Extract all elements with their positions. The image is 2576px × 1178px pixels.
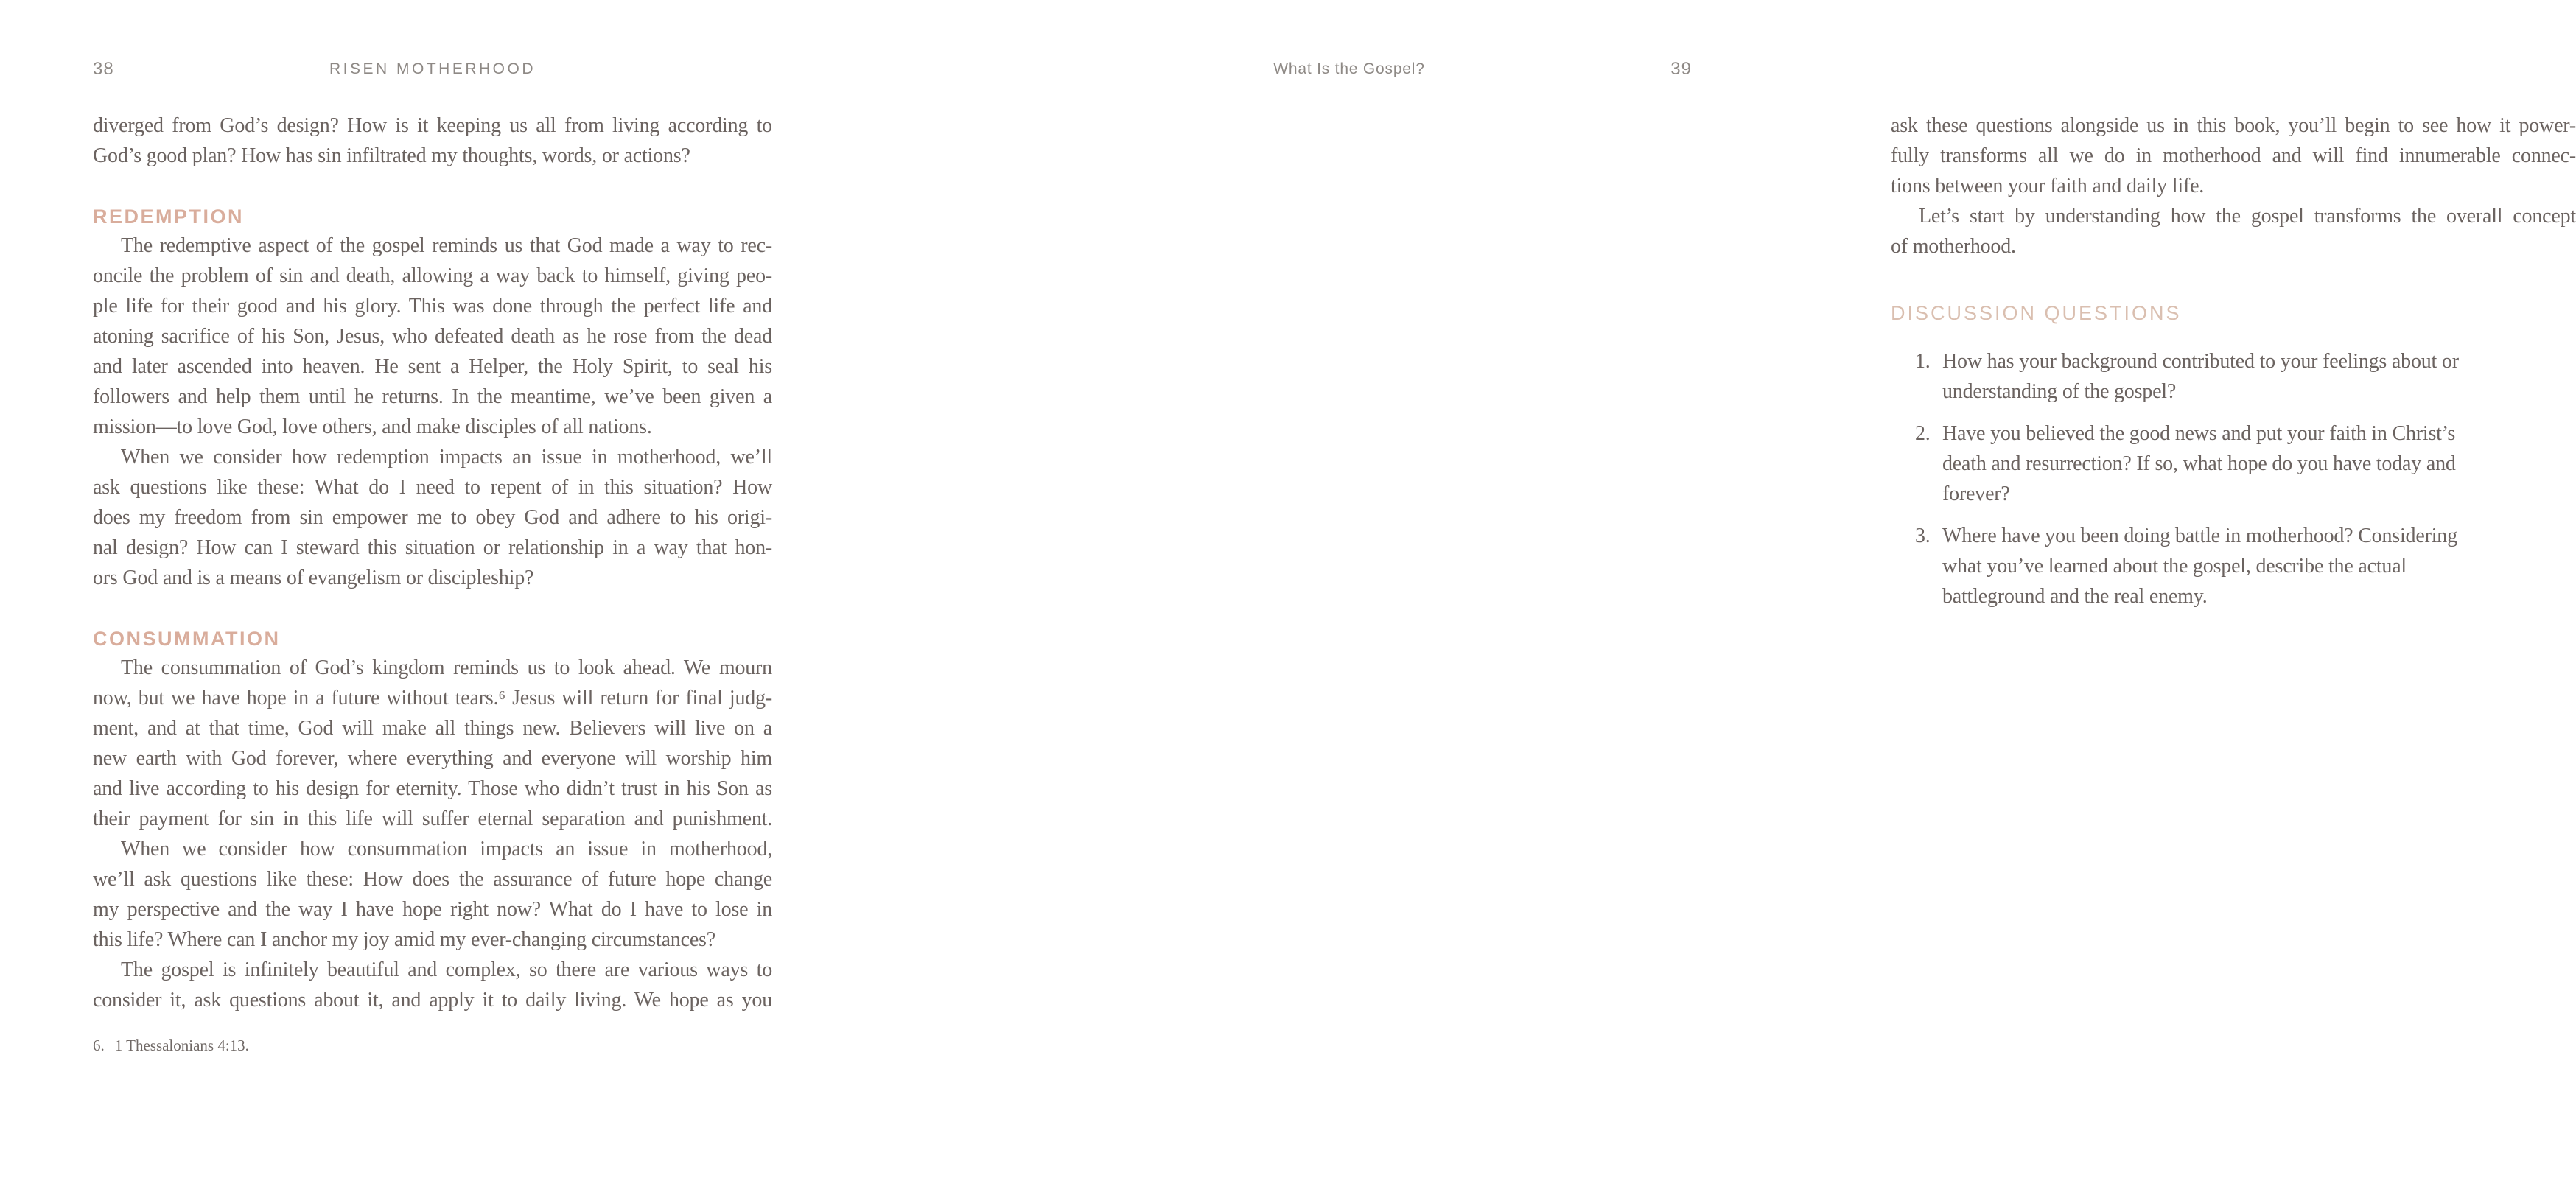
text-line: this life? Where can I anchor my joy amid my ever-changing circumstances?	[93, 928, 715, 951]
question-number: 3.	[1915, 525, 1931, 547]
text-line: Let’s start by understanding how the gospel transforms the overall concept	[1919, 205, 2576, 228]
running-head-left: RISEN MOTHERHOOD	[329, 60, 536, 77]
text-line: How has your background contributed to your feelings about or	[1942, 350, 2459, 373]
section-heading: CONSUMMATION	[93, 628, 281, 650]
text-line: new earth with God forever, where everything and everyone will worship him	[93, 747, 772, 770]
question-number: 2.	[1915, 422, 1931, 445]
text-line: The consummation of God’s kingdom reminds us to look ahead. We mourn	[121, 656, 772, 679]
text-line: death and resurrection? If so, what hope do you have today and	[1942, 452, 2456, 475]
text-line: and live according to his design for eternity. Those who didn’t trust in his Son as	[93, 777, 772, 800]
paragraph	[93, 653, 772, 834]
text-line: The redemptive aspect of the gospel reminds us that God made a way to rec-	[121, 234, 772, 257]
text-line: does my freedom from sin empower me to obey God and adhere to his origi-	[93, 506, 772, 529]
text-line: tions between your faith and daily life.	[1891, 175, 2205, 197]
text-line: God’s good plan? How has sin infiltrated my thoughts, words, or actions?	[93, 144, 690, 167]
text-line: nal design? How can I steward this situation or relationship in a way that hon-	[93, 536, 772, 559]
text-line: mission—to love God, love others, and make disciples of all nations.	[93, 416, 652, 438]
text-line: Where have you been doing battle in motherhood? Considering	[1942, 525, 2457, 547]
discussion-question	[1891, 346, 2576, 407]
paragraph	[93, 834, 772, 955]
text-line: their payment for sin in this life will suffer eternal separation and punishment.	[93, 807, 772, 830]
paragraph	[93, 111, 772, 171]
question-number: 1.	[1915, 350, 1931, 373]
paragraph	[93, 955, 772, 1015]
text-line: understanding of the gospel?	[1942, 380, 2177, 403]
footnote-text: 1 Thessalonians 4:13.	[114, 1037, 249, 1054]
text-line: diverged from God’s design? How is it keeping us all from living according to	[93, 114, 772, 137]
right-running-head-row	[1007, 59, 1692, 83]
text-line: ask questions like these: What do I need to repent of in this situation? How	[93, 476, 772, 499]
text-line: oncile the problem of sin and death, allowing a way back to himself, giving peo-	[93, 264, 772, 287]
left-page-body-text	[93, 111, 772, 1015]
text-line: forever?	[1942, 483, 2010, 505]
paragraph	[93, 231, 772, 442]
text-line: atoning sacrifice of his Son, Jesus, who defeated death as he rose from the dead	[93, 325, 772, 348]
left-running-head-row	[93, 59, 772, 83]
discussion-question	[1891, 521, 2576, 611]
page-number-left: 38	[93, 59, 114, 79]
text-line: followers and help them until he returns. In the meantime, we’ve been given a	[93, 385, 772, 408]
paragraph	[93, 442, 772, 593]
footnote	[93, 1026, 772, 1055]
page-number-right: 39	[1670, 59, 1692, 79]
section-heading: DISCUSSION QUESTIONS	[1891, 302, 2182, 324]
text-line: what you’ve learned about the gospel, describe the actual	[1942, 555, 2407, 578]
text-line: ple life for their good and his glory. This was done through the perfect life and	[93, 295, 772, 318]
paragraph	[1891, 111, 2576, 201]
text-line: consider it, ask questions about it, and apply it to daily living. We hope as you	[93, 989, 772, 1012]
text-line: ask these questions alongside us in this book, you’ll begin to see how it power-	[1891, 114, 2576, 137]
text-line: ors God and is a means of evangelism or discipleship?	[93, 567, 534, 589]
text-line: my perspective and the way I have hope right now? What do I have to lose in	[93, 898, 772, 921]
footnote-number: 6.	[93, 1037, 105, 1054]
text-line: The gospel is infinitely beautiful and complex, so there are various ways to	[121, 958, 772, 981]
discussion-question-list	[1891, 346, 2576, 611]
book-page-left	[0, 0, 883, 1178]
text-line: ment, and at that time, God will make all things new. Believers will live on a	[93, 717, 772, 740]
paragraph	[1891, 201, 2576, 262]
text-line: of motherhood.	[1891, 235, 2016, 258]
text-line: fully transforms all we do in motherhood and will find innumerable connec-	[1891, 144, 2576, 167]
discussion-question	[1891, 418, 2576, 509]
text-line: we’ll ask questions like these: How does the assurance of future hope change	[93, 868, 772, 891]
text-line: When we consider how consummation impacts an issue in motherhood,	[121, 838, 772, 860]
text-line: Have you believed the good news and put your faith in Christ’s	[1942, 422, 2456, 445]
running-head-right: What Is the Gospel?	[1273, 60, 1425, 77]
section-heading: REDEMPTION	[93, 206, 245, 228]
book-page-right	[884, 0, 2576, 1178]
right-page-body-text	[1891, 111, 2576, 623]
text-line: and later ascended into heaven. He sent a Helper, the Holy Spirit, to seal his	[93, 355, 772, 378]
text-line: now, but we have hope in a future without tears.⁶ Jesus will return for final judg-	[93, 687, 772, 709]
text-line: battleground and the real enemy.	[1942, 585, 2208, 608]
text-line: When we consider how redemption impacts an issue in motherhood, we’ll	[121, 446, 772, 469]
